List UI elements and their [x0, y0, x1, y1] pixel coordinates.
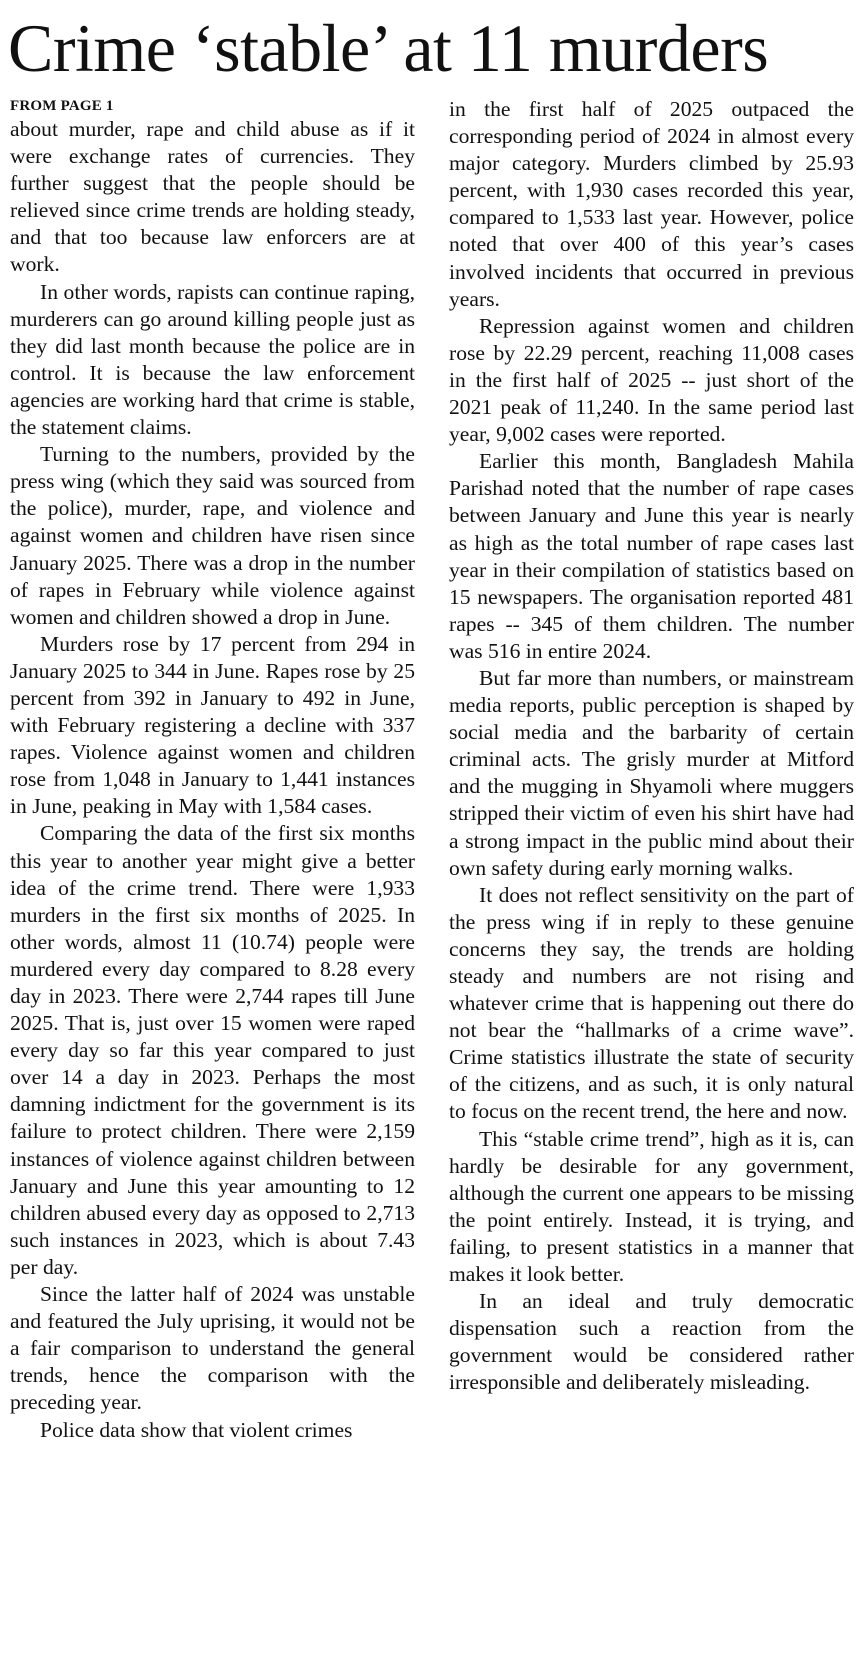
- paragraph: It does not reflect sensitivity on the part of the press wing if in reply to these genuine concerns they say, the trends are holding steady and numbers are not rising and whatever crime that is happening out there do not bear the “hallmarks of a crime wave”. Crime statistics illustrate the state of security of the citizens, and as such, it is only natural to focus on the recent trend, the here and now.: [449, 882, 854, 1124]
- paragraph: Police data show that violent crimes: [40, 1417, 353, 1442]
- article-column-left: [10, 97, 415, 1444]
- paragraph: Since the latter half of 2024 was unstable and featured the July uprising, it would not be a fair comparison to understand the general trends, hence the comparison with the preceding year.: [10, 1282, 415, 1415]
- paragraph: This “stable crime trend”, high as it is, can hardly be desirable for any government, although the current one appears to be missing the point entirely. Instead, it is trying, and failing, to present statistics in a manner that makes it look better.: [449, 1126, 854, 1287]
- paragraph: Earlier this month, Bangladesh Mahila Parishad noted that the number of rape cases between January and June this year is nearly as high as the total number of rape cases last year in their compilation of statistics based on 15 newspapers. The organisation reported 481 rapes -- 345 of them children. The number was 516 in entire 2024.: [449, 449, 854, 663]
- paragraph: In an ideal and truly democratic dispensation such a reaction from the government would be considered rather irresponsible and deliberately misleading.: [449, 1289, 854, 1395]
- article-column-right: [449, 96, 854, 1397]
- paragraph: But far more than numbers, or mainstream media reports, public perception is shaped by social media and the barbarity of certain criminal acts. The grisly murder at Mitford and the mugging in Shyamoli where muggers stripped their victim of even his shirt have had a strong impact in the public mind about their own safety during early morning walks.: [449, 665, 854, 880]
- paragraph: In other words, rapists can continue raping, murderers can go around killing people just as they did last month because the police are in control. It is because the law enforcement agencies are working hard that crime is stable, the statement claims.: [10, 279, 415, 440]
- continuation-kicker: FROM PAGE 1: [10, 98, 114, 114]
- paragraph: Comparing the data of the first six months this year to another year might give a better idea of the crime trend. There were 1,933 murders in the first six months of 2025. In other words, almost 11 (10.74) people were murdered every day compared to 8.28 every day in 2023. There were 2,744 rapes till June 2025. That is, just over 15 women were raped every day so far this year compared to just over 14 a day in 2023. Perhaps the most damning indictment for the government is its failure to protect children. There were 2,159 instances of violence against children between January and June this year amounting to 12 children abused every day as opposed to 2,713 such instances in 2023, which is about 7.43 per day.: [10, 821, 415, 1279]
- paragraph: about murder, rape and child abuse as if it were exchange rates of currencies. They further suggest that the people should be relieved since crime trends are holding steady, and that too because law enforcers are at work.: [10, 117, 415, 277]
- paragraph: Turning to the numbers, provided by the press wing (which they said was sourced from the police), murder, rape, and violence and against women and children have risen since January 2025. There was a drop in the number of rapes in February while violence against women and children showed a drop in June.: [10, 442, 415, 629]
- paragraph: Repression against women and children rose by 22.29 percent, reaching 11,008 cases in the first half of 2025 -- just short of the 2021 peak of 11,240. In the same period last year, 9,002 cases were reported.: [449, 313, 854, 447]
- paragraph: in the first half of 2025 outpaced the corresponding period of 2024 in almost every major category. Murders climbed by 25.93 percent, with 1,930 cases recorded this year, compared to 1,533 last year. However, police noted that over 400 of this year’s cases involved incidents that occurred in previous years.: [449, 97, 854, 311]
- paragraph: Murders rose by 17 percent from 294 in January 2025 to 344 in June. Rapes rose by 25 percent from 392 in January to 492 in June, with February registering a decline with 337 rapes. Violence against women and children rose from 1,048 in January to 1,441 instances in June, peaking in May with 1,584 cases.: [10, 631, 415, 819]
- article-headline: Crime ‘stable’ at 11 murders: [8, 10, 769, 86]
